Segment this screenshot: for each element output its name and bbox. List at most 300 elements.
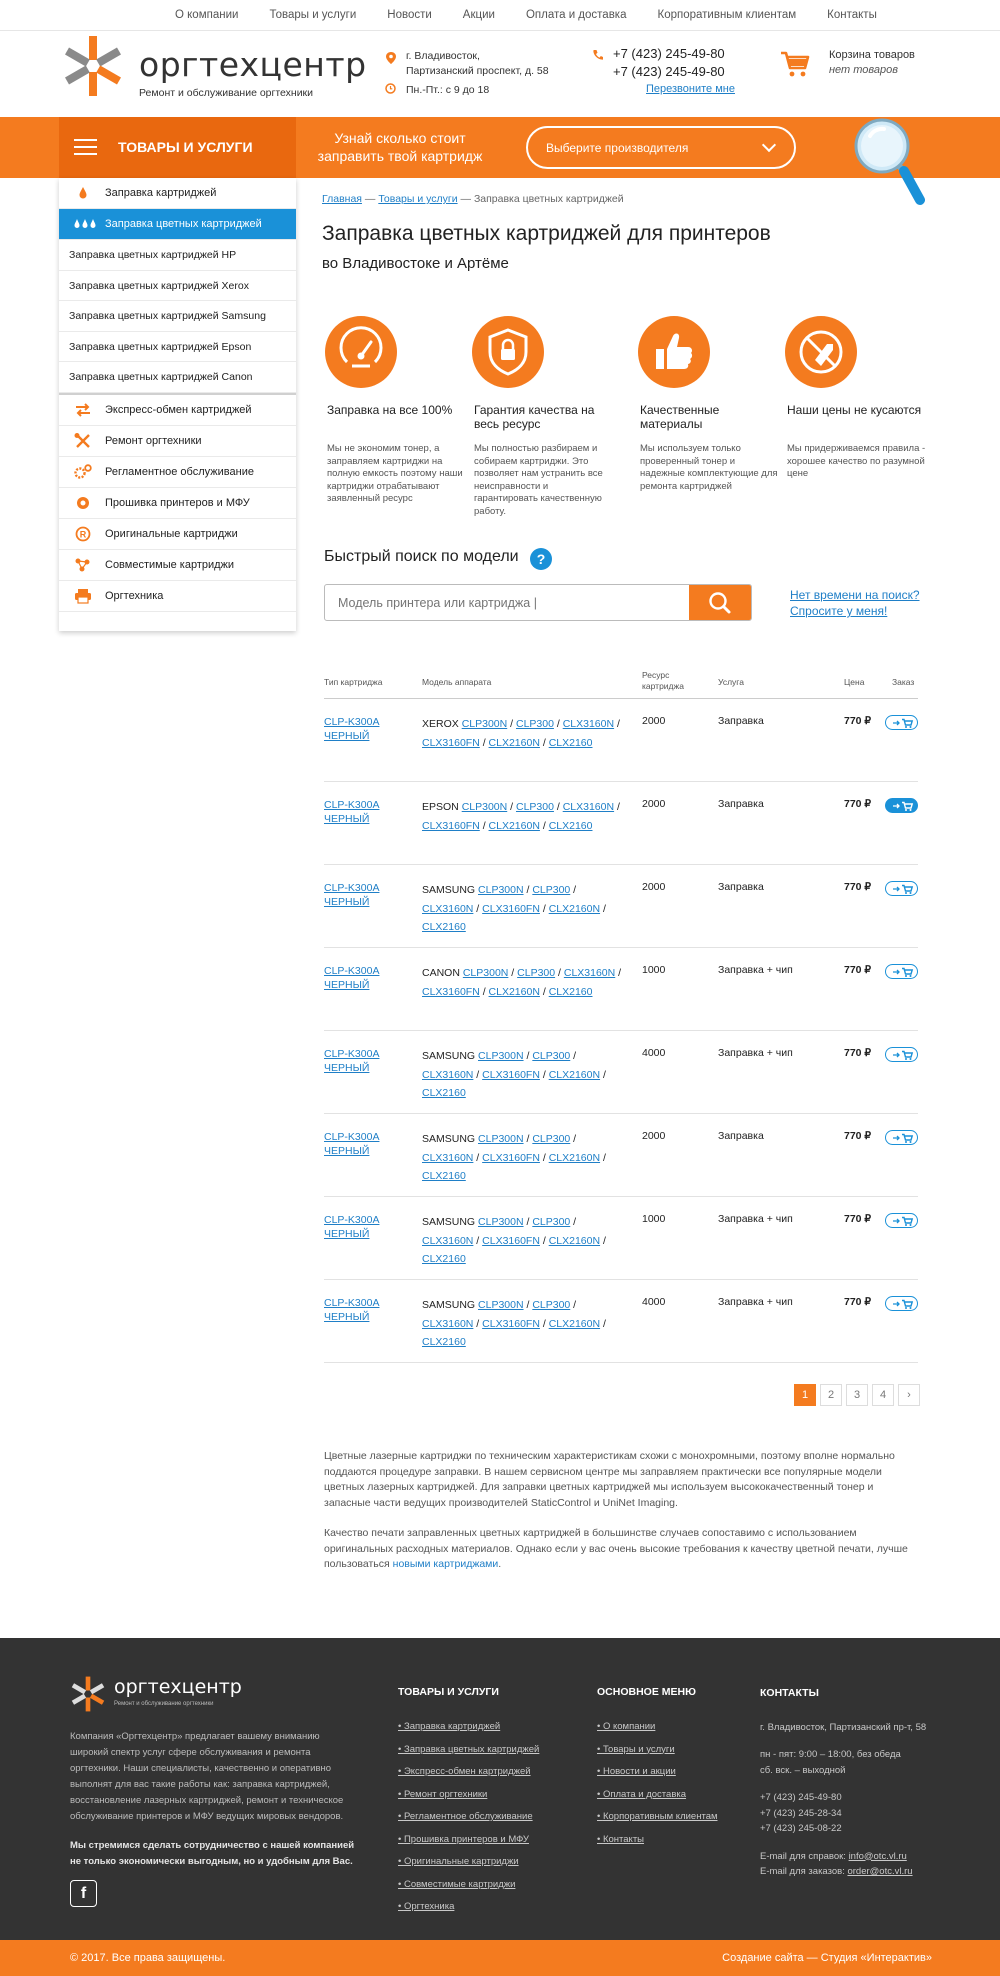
col-price: Цена xyxy=(844,677,865,687)
footer-service-link[interactable]: • Совместимые картриджи xyxy=(398,1878,516,1890)
cartridge-type-link[interactable]: CLP-K300A ЧЕРНЫЙ xyxy=(324,799,380,825)
sidebar-subitem[interactable] xyxy=(59,332,296,363)
svg-text:R: R xyxy=(79,529,87,539)
footer-menu-label: Оплата и доставка xyxy=(602,1788,687,1800)
table-row xyxy=(324,699,918,782)
top-nav-item[interactable]: О компании xyxy=(175,9,239,21)
device-brand: CANON xyxy=(422,967,460,979)
device-brand: XEROX xyxy=(422,718,459,730)
footer-about xyxy=(70,1729,360,1870)
cart-title: Корзина товаров xyxy=(829,49,915,61)
sidebar-sub-items xyxy=(59,240,296,393)
footer-service-label: Оригинальные картриджи xyxy=(403,1856,519,1867)
top-nav-item[interactable]: Новости xyxy=(387,9,432,21)
studio-credit[interactable]: Создание сайта — Студия «Интерактив» xyxy=(722,1952,932,1964)
footer-services-title: ТОВАРЫ И УСЛУГИ xyxy=(398,1686,499,1698)
email-info-label: E-mail для справок: xyxy=(760,1850,849,1862)
model-link[interactable]: CLX3160N xyxy=(422,1317,474,1330)
cart-add-icon xyxy=(886,799,919,814)
sidebar-item-label: Оргтехника xyxy=(105,589,164,602)
footer-service-link[interactable]: • Прошивка принтеров и МФУ xyxy=(398,1833,529,1845)
device-models: CANON CLP300N / CLP300 / CLX3160N / CLX3160FN / CLX2160N / CLX2160 xyxy=(422,967,622,998)
footer-menu-label: Контакты xyxy=(602,1833,645,1845)
cartridge-type-link[interactable]: CLP-K300A ЧЕРНЫЙ xyxy=(324,1297,380,1323)
model-link[interactable]: CLP300 xyxy=(517,967,556,979)
description-p2-text: Качество печати заправленных цветных картриджей в большинстве случаев сопоставимо с использованием оригинальных расходных материалов. Однако если у вас очень высокие требования к качеству цветной печати, лучше пользоваться xyxy=(324,1527,908,1570)
price: 770 ₽ xyxy=(844,798,872,810)
footer-menu-list xyxy=(597,1716,718,1851)
feature-title: Гарантия качества на весь ресурс xyxy=(474,403,595,431)
header-phones xyxy=(613,45,725,81)
cart-add-icon xyxy=(886,716,919,731)
sidebar-item[interactable] xyxy=(59,426,296,457)
model-link[interactable]: CLX2160N xyxy=(488,985,540,998)
breadcrumb xyxy=(322,193,624,205)
description xyxy=(324,1449,920,1588)
model-link[interactable]: CLX3160N xyxy=(562,718,615,730)
refill-promo-text xyxy=(300,129,500,165)
model-link[interactable]: CLP300 xyxy=(532,884,571,896)
thumbs-up-icon xyxy=(638,316,710,388)
sidebar-item[interactable] xyxy=(59,457,296,488)
col-resource xyxy=(642,670,684,692)
copyright: © 2017. Все права защищены. xyxy=(70,1952,226,1964)
model-link[interactable]: CLX2160 xyxy=(548,736,593,749)
footer-menu-label: Корпоративным клиентам xyxy=(602,1811,718,1822)
drops-icon xyxy=(73,216,93,232)
cartridge-resource: 1000 xyxy=(642,1213,666,1225)
cartridge-type-link[interactable]: CLP-K300A ЧЕРНЫЙ xyxy=(324,882,380,908)
footer-menu-label: Товары и услуги xyxy=(602,1743,675,1755)
footer-service-link[interactable]: • Экспресс-обмен картриджей xyxy=(398,1766,531,1777)
footer-phone-1[interactable]: +7 (423) 245-49-80 xyxy=(760,1792,842,1803)
hamburger-icon xyxy=(74,139,97,156)
breadcrumb-separator: — xyxy=(457,193,474,205)
sidebar-item[interactable] xyxy=(59,581,296,612)
sidebar-item[interactable] xyxy=(59,519,296,550)
printer-icon xyxy=(73,588,93,604)
footer-logo[interactable] xyxy=(70,1676,242,1710)
sidebar-subitem-label: Заправка цветных картриджей HP xyxy=(69,249,237,261)
footer-phone-3[interactable]: +7 (423) 245-08-22 xyxy=(760,1823,842,1834)
cart-status: нет товаров xyxy=(829,64,899,76)
cartridge-type-link[interactable]: CLP-K300A ЧЕРНЫЙ xyxy=(324,1214,380,1240)
breadcrumb-current: Заправка цветных картриджей xyxy=(473,193,624,205)
device-models: SAMSUNG CLP300N / CLP300 / CLX3160N / CLX3160FN / CLX2160N / CLX2160 xyxy=(422,1050,606,1099)
sidebar-subitem-label: Заправка цветных картриджей Samsung xyxy=(69,310,266,322)
footer-service-label: Ремонт оргтехники xyxy=(403,1788,488,1800)
table-row xyxy=(324,1280,918,1363)
model-link[interactable]: CLX3160FN xyxy=(482,1151,540,1164)
col-service: Услуга xyxy=(718,677,744,687)
model-link[interactable]: CLX2160N xyxy=(548,1151,601,1164)
feature-title: Заправка на все 100% xyxy=(327,403,453,417)
cartridge-resource: 4000 xyxy=(642,1296,666,1308)
ask-me-line-2: Спросите у меня! xyxy=(790,604,888,618)
footer-service-label: Заправка цветных картриджей xyxy=(403,1743,540,1755)
table-row xyxy=(324,782,918,865)
device-brand: SAMSUNG xyxy=(422,884,476,896)
cart-add-icon xyxy=(886,965,919,980)
footer-contacts xyxy=(760,1686,926,1880)
col-resource-line-1: Ресурс xyxy=(642,670,670,680)
cartridge-resource: 2000 xyxy=(642,881,666,893)
model-link[interactable]: CLX2160 xyxy=(422,921,466,933)
service-type: Заправка + чип xyxy=(718,1296,793,1308)
footer-service-label: Прошивка принтеров и МФУ xyxy=(403,1833,529,1845)
footer-service-link[interactable]: • Ремонт оргтехники xyxy=(398,1788,488,1800)
table-row xyxy=(324,1114,918,1197)
quick-search-title: Быстрый поиск по модели xyxy=(324,548,519,565)
quick-search-help-icon[interactable]: ? xyxy=(530,548,552,570)
model-link[interactable]: CLP300 xyxy=(515,801,554,813)
model-link[interactable]: CLX3160N xyxy=(563,967,616,979)
footer-service-label: Регламентное обслуживание xyxy=(403,1811,533,1822)
pagination xyxy=(790,1384,920,1406)
table-header xyxy=(324,669,918,699)
top-nav-item[interactable]: Контакты xyxy=(827,9,877,21)
table-row xyxy=(324,865,918,948)
description-p2 xyxy=(324,1526,920,1573)
col-order: Заказ xyxy=(892,677,915,687)
ask-me-line-1: Нет времени на поиск? xyxy=(790,588,920,602)
model-link[interactable]: CLX3160FN xyxy=(422,985,480,998)
description-p1: Цветные лазерные картриджи по техническим характеристикам схожи с монохромными, поэтому вполне нормально поддаются процедуре заправки. В нашем сервисном центре мы заправляем практически все популярные модели цветных лазерных картриджей. Для заправки цветных картриджей мы используем высококачественный тонер и запасные части ведущих производителей StaticControl и UniNet Imaging. xyxy=(324,1450,895,1509)
footer-menu-link[interactable]: • Корпоративным клиентам xyxy=(597,1811,718,1822)
footer-service-link[interactable]: • Заправка картриджей xyxy=(398,1721,501,1732)
footer-menu-label: О компании xyxy=(602,1721,656,1732)
feature-text: Мы не экономим тонер, а заправляем картриджи на полную емкость поэтому наши картриджи отрабатывают заявленный ресурс xyxy=(327,443,463,504)
sidebar-item-label: Совместимые картриджи xyxy=(105,558,235,571)
logo-mark-icon xyxy=(63,35,123,97)
logo-name: оргтехцентр xyxy=(139,45,367,84)
breadcrumb-home[interactable]: Главная xyxy=(322,193,362,205)
sidebar xyxy=(59,178,296,631)
cart-add-icon xyxy=(886,1048,919,1063)
page-button[interactable]: 2 xyxy=(820,1384,842,1406)
table-row xyxy=(324,1197,918,1280)
cartridge-type-link[interactable]: CLP-K300A ЧЕРНЫЙ xyxy=(324,1131,380,1157)
clock-icon xyxy=(385,83,396,94)
footer-menu-link[interactable]: • Контакты xyxy=(597,1833,645,1845)
model-link[interactable]: CLX2160 xyxy=(422,1336,466,1348)
device-models: SAMSUNG CLP300N / CLP300 / CLX3160N / CLX3160FN / CLX2160N / CLX2160 xyxy=(422,1216,606,1265)
cartridge-type-link[interactable]: CLP-K300A ЧЕРНЫЙ xyxy=(324,716,380,742)
model-link[interactable]: CLX3160FN xyxy=(422,819,480,832)
model-link[interactable]: CLX3160N xyxy=(422,1151,474,1164)
facebook-icon[interactable]: f xyxy=(70,1880,97,1907)
footer-menu-link[interactable]: • Новости и акции xyxy=(597,1766,676,1777)
sidebar-item[interactable] xyxy=(59,209,296,240)
footer xyxy=(0,1638,1000,1940)
model-link[interactable]: CLP300N xyxy=(461,801,508,813)
footer-menu-title: ОСНОВНОЕ МЕНЮ xyxy=(597,1686,696,1698)
cart-add-icon xyxy=(886,1297,919,1312)
model-link[interactable]: CLP300 xyxy=(515,718,554,730)
email-order-label: E-mail для заказов: xyxy=(760,1866,848,1877)
footer-contacts-title: КОНТАКТЫ xyxy=(760,1687,819,1699)
footer-menu-column xyxy=(597,1686,718,1851)
cart-summary[interactable] xyxy=(829,48,915,78)
page-title: Заправка цветных картриджей для принтеров xyxy=(322,222,771,245)
gears-icon xyxy=(73,464,93,480)
price: 770 ₽ xyxy=(844,1130,872,1142)
footer-service-link[interactable]: • Оргтехника xyxy=(398,1901,455,1912)
top-nav-item[interactable]: Товары и услуги xyxy=(269,9,357,21)
device-models: EPSON CLP300N / CLP300 / CLX3160N / CLX3160FN / CLX2160N / CLX2160 xyxy=(422,801,620,832)
top-nav-item[interactable]: Корпоративным клиентам xyxy=(657,9,797,21)
model-link[interactable]: CLP300 xyxy=(532,1133,571,1145)
service-type: Заправка xyxy=(718,715,764,727)
next-page-button[interactable]: › xyxy=(898,1384,920,1406)
model-link[interactable]: CLP300N xyxy=(478,884,524,896)
price: 770 ₽ xyxy=(844,1296,872,1308)
breadcrumb-section[interactable]: Товары и услуги xyxy=(378,193,458,205)
model-link[interactable]: CLX2160 xyxy=(422,1170,466,1182)
footer-email-order xyxy=(760,1864,926,1880)
price: 770 ₽ xyxy=(844,1213,872,1225)
header-address xyxy=(406,49,549,79)
cartridge-resource: 2000 xyxy=(642,798,666,810)
feature-text: Мы придерживаемся правила - хорошее качество по разумной цене xyxy=(787,443,926,479)
price: 770 ₽ xyxy=(844,964,872,976)
footer-menu-link[interactable]: • О компании xyxy=(597,1721,656,1732)
model-link[interactable]: CLX2160N xyxy=(488,736,540,749)
add-to-cart-button[interactable] xyxy=(885,964,918,979)
email-info-link[interactable]: info@otc.vl.ru xyxy=(848,1850,907,1862)
breadcrumb-separator: — xyxy=(361,193,379,205)
add-to-cart-button[interactable] xyxy=(885,1130,918,1145)
model-link[interactable]: CLP300N xyxy=(461,718,508,730)
model-link[interactable]: CLP300N xyxy=(462,967,509,979)
feature-text: Мы используем только проверенный тонер и надежные комплектующие для ремонта картриджей xyxy=(640,443,778,492)
model-link[interactable]: CLX2160N xyxy=(548,1317,601,1330)
drop-icon xyxy=(73,185,93,201)
service-type: Заправка + чип xyxy=(718,1047,793,1059)
model-link[interactable]: CLX3160FN xyxy=(482,1317,540,1330)
logo[interactable] xyxy=(63,35,367,101)
exchange-icon xyxy=(73,402,93,418)
sidebar-bottom-items xyxy=(59,395,296,612)
page-button[interactable]: 4 xyxy=(872,1384,894,1406)
model-link[interactable]: CLX2160 xyxy=(548,819,593,832)
footer-logo-tagline: Ремонт и обслуживание оргтехники xyxy=(114,1701,214,1707)
device-models: XEROX CLP300N / CLP300 / CLX3160N / CLX3160FN / CLX2160N / CLX2160 xyxy=(422,718,620,749)
model-link[interactable]: CLX3160N xyxy=(562,801,615,813)
sidebar-subitem[interactable] xyxy=(59,362,296,393)
device-models: SAMSUNG CLP300N / CLP300 / CLX3160N / CLX3160FN / CLX2160N / CLX2160 xyxy=(422,1299,606,1348)
device-brand: SAMSUNG xyxy=(422,1216,476,1228)
quick-search-box xyxy=(324,584,752,621)
price: 770 ₽ xyxy=(844,881,872,893)
cartridge-type-link[interactable]: CLP-K300A ЧЕРНЫЙ xyxy=(324,1048,380,1074)
quick-search-input[interactable] xyxy=(326,586,690,619)
model-link[interactable]: CLP300 xyxy=(532,1216,571,1228)
chevron-down-icon xyxy=(762,138,776,152)
description-p2-end: . xyxy=(498,1558,502,1570)
model-link[interactable]: CLX3160N xyxy=(422,1234,474,1247)
model-link[interactable]: CLX3160N xyxy=(422,902,474,915)
model-link[interactable]: CLP300N xyxy=(478,1050,524,1062)
add-to-cart-button[interactable] xyxy=(885,1213,918,1228)
device-models: SAMSUNG CLP300N / CLP300 / CLX3160N / CLX3160FN / CLX2160N / CLX2160 xyxy=(422,1133,606,1182)
page-subtitle: во Владивостоке и Артёме xyxy=(322,255,509,272)
quick-search-button[interactable] xyxy=(689,585,751,620)
cartridge-resource: 2000 xyxy=(642,715,666,727)
device-brand: SAMSUNG xyxy=(422,1299,476,1311)
sidebar-subitem-label: Заправка цветных картриджей Canon xyxy=(69,371,253,383)
footer-service-label: Заправка картриджей xyxy=(403,1721,501,1732)
footer-menu-link[interactable]: • Товары и услуги xyxy=(597,1743,675,1755)
magnifier-icon xyxy=(850,116,926,208)
footer-service-label: Совместимые картриджи xyxy=(403,1878,516,1890)
service-type: Заправка xyxy=(718,881,764,893)
gauge-icon xyxy=(325,316,397,388)
catalog-menu-button[interactable] xyxy=(59,117,296,178)
footer-address: г. Владивосток, Партизанский пр-т, 58 xyxy=(760,1721,927,1733)
search-icon xyxy=(689,585,751,620)
device-models: SAMSUNG CLP300N / CLP300 / CLX3160N / CLX3160FN / CLX2160N / CLX2160 xyxy=(422,884,606,933)
cartridge-resource: 1000 xyxy=(642,964,666,976)
model-link[interactable]: CLX3160N xyxy=(422,1068,474,1081)
model-link[interactable]: CLP300N xyxy=(478,1299,524,1311)
footer-menu-label: Новости и акции xyxy=(602,1766,676,1777)
footer-logo-mark-icon xyxy=(70,1676,106,1712)
logo-tagline: Ремонт и обслуживание оргтехники xyxy=(139,87,314,99)
phone-1[interactable]: +7 (423) 245-49-80 xyxy=(613,46,725,61)
table-row xyxy=(324,1031,918,1114)
model-link[interactable]: CLX2160N xyxy=(488,819,540,832)
model-link[interactable]: CLX2160 xyxy=(548,985,593,998)
footer-service-link[interactable]: • Заправка цветных картриджей xyxy=(398,1743,540,1755)
model-link[interactable]: CLP300N xyxy=(478,1216,524,1228)
top-nav-item[interactable]: Оплата и доставка xyxy=(525,9,627,21)
model-link[interactable]: CLX2160 xyxy=(422,1253,466,1265)
model-link[interactable]: CLX3160FN xyxy=(482,1234,540,1247)
sidebar-item[interactable] xyxy=(59,550,296,581)
model-link[interactable]: CLP300 xyxy=(532,1050,571,1062)
sidebar-subitem[interactable] xyxy=(59,271,296,302)
footer-menu-link[interactable]: • Оплата и доставка xyxy=(597,1788,687,1800)
add-to-cart-button[interactable] xyxy=(885,798,918,813)
sidebar-subitem[interactable] xyxy=(59,240,296,271)
feature-text: Мы полностью разбираем и собираем картриджи. Это позволяет нам устранить все неисправности и гарантировать качественную работу. xyxy=(474,443,603,517)
promo-line-2: заправить твой картридж xyxy=(317,148,483,164)
callback-link[interactable]: Перезвоните мне xyxy=(646,83,735,95)
sidebar-item[interactable] xyxy=(59,488,296,519)
sidebar-item[interactable] xyxy=(59,395,296,426)
col-model: Модель аппарата xyxy=(422,677,492,687)
cart-icon[interactable] xyxy=(780,49,810,79)
sidebar-item-label: Регламентное обслуживание xyxy=(105,465,254,478)
address-line-1: г. Владивосток, xyxy=(406,50,480,62)
sidebar-item[interactable] xyxy=(59,178,296,209)
no-price-icon xyxy=(785,316,857,388)
footer-hours-1: пн - пят: 9:00 – 18:00, без обеда xyxy=(760,1749,901,1760)
footer-service-label: Оргтехника xyxy=(403,1901,455,1912)
footer-service-link[interactable]: • Регламентное обслуживание xyxy=(398,1811,533,1822)
model-link[interactable]: CLP300N xyxy=(478,1133,524,1145)
location-pin-icon xyxy=(386,52,396,64)
bottom-bar xyxy=(0,1940,1000,1976)
cart-add-icon xyxy=(886,1214,919,1229)
molecule-icon xyxy=(73,557,93,573)
add-to-cart-button[interactable] xyxy=(885,881,918,896)
sidebar-item-label: Оригинальные картриджи xyxy=(105,527,238,540)
device-brand: SAMSUNG xyxy=(422,1133,476,1145)
header-hours: Пн.-Пт.: с 9 до 18 xyxy=(406,84,490,96)
model-link[interactable]: CLX3160FN xyxy=(422,736,480,749)
sidebar-item-label: Экспресс-обмен картриджей xyxy=(105,403,252,416)
manufacturer-select-placeholder: Выберите производителя xyxy=(546,141,689,155)
model-link[interactable]: CLP300 xyxy=(532,1299,571,1311)
shield-lock-icon xyxy=(472,316,544,388)
model-link[interactable]: CLX2160N xyxy=(548,1234,601,1247)
page-button[interactable]: 3 xyxy=(846,1384,868,1406)
cartridge-type-link[interactable]: CLP-K300A ЧЕРНЫЙ xyxy=(324,965,380,991)
footer-logo-name: оргтехцентр xyxy=(114,1676,242,1698)
sidebar-subitem-label: Заправка цветных картриджей Epson xyxy=(69,340,252,353)
model-link[interactable]: CLX3160FN xyxy=(482,902,540,915)
footer-service-label: Экспресс-обмен картриджей xyxy=(403,1766,531,1777)
footer-services-column xyxy=(398,1686,539,1919)
feature-title: Наши цены не кусаются xyxy=(787,403,922,417)
service-type: Заправка + чип xyxy=(718,1213,793,1225)
add-to-cart-button[interactable] xyxy=(885,715,918,730)
footer-phone-2[interactable]: +7 (423) 245-28-34 xyxy=(760,1807,842,1819)
address-line-2: Партизанский проспект, д. 58 xyxy=(406,65,549,77)
col-resource-line-2: картриджа xyxy=(642,681,684,691)
manufacturer-select[interactable] xyxy=(526,126,796,169)
model-link[interactable]: CLX2160 xyxy=(422,1087,466,1099)
chip-icon xyxy=(73,495,93,511)
top-nav-list xyxy=(175,9,908,21)
add-to-cart-button[interactable] xyxy=(885,1296,918,1311)
device-brand: EPSON xyxy=(422,801,459,813)
col-type: Тип картриджа xyxy=(324,677,383,687)
phone-2[interactable]: +7 (423) 245-49-80 xyxy=(613,64,725,79)
top-nav xyxy=(0,0,1000,31)
footer-about-text: Компания «Оргтехцентр» предлагает вашему вниманию широкий спектр услуг сфере обслуживания и ремонта оргтехники. Наши специалисты, качественно и оперативно выполнят для вас такие работы как: заправка картриджей, восстановление лазерных картриджей, ремонт и техническое обслуживание принтеров и МФУ ведущих мировых вендоров. xyxy=(70,1731,344,1822)
cart-add-icon xyxy=(886,882,919,897)
service-type: Заправка xyxy=(718,798,764,810)
feature-title: Качественные материалы xyxy=(640,403,720,431)
top-nav-item[interactable]: Акции xyxy=(462,9,495,21)
model-link[interactable]: CLX2160N xyxy=(548,1068,601,1081)
footer-about-bold: Мы стремимся сделать сотрудничество с нашей компанией не только экономически выгодным, но и удобным для Вас. xyxy=(70,1840,355,1867)
header xyxy=(0,31,1000,117)
model-link[interactable]: CLX3160FN xyxy=(482,1068,540,1081)
sidebar-item-label: Заправка картриджей xyxy=(105,187,217,199)
price: 770 ₽ xyxy=(844,715,872,727)
service-type: Заправка xyxy=(718,1130,764,1142)
new-cartridges-link[interactable]: новыми картриджами xyxy=(392,1558,499,1570)
model-link[interactable]: CLX2160N xyxy=(548,902,601,915)
email-order-link[interactable]: order@otc.vl.ru xyxy=(847,1866,913,1877)
footer-service-link[interactable]: • Оригинальные картриджи xyxy=(398,1856,519,1867)
cartridge-resource: 4000 xyxy=(642,1047,666,1059)
phone-icon xyxy=(592,49,604,61)
footer-services-list xyxy=(398,1716,539,1919)
sidebar-item-label: Прошивка принтеров и МФУ xyxy=(105,496,250,509)
cart-add-icon xyxy=(886,1131,919,1146)
ask-me-link[interactable] xyxy=(790,587,920,619)
add-to-cart-button[interactable] xyxy=(885,1047,918,1062)
sidebar-subitem[interactable] xyxy=(59,301,296,332)
table-row xyxy=(324,948,918,1031)
sidebar-subitem-label: Заправка цветных картриджей Xerox xyxy=(69,279,249,292)
page-button[interactable]: 1 xyxy=(794,1384,816,1406)
